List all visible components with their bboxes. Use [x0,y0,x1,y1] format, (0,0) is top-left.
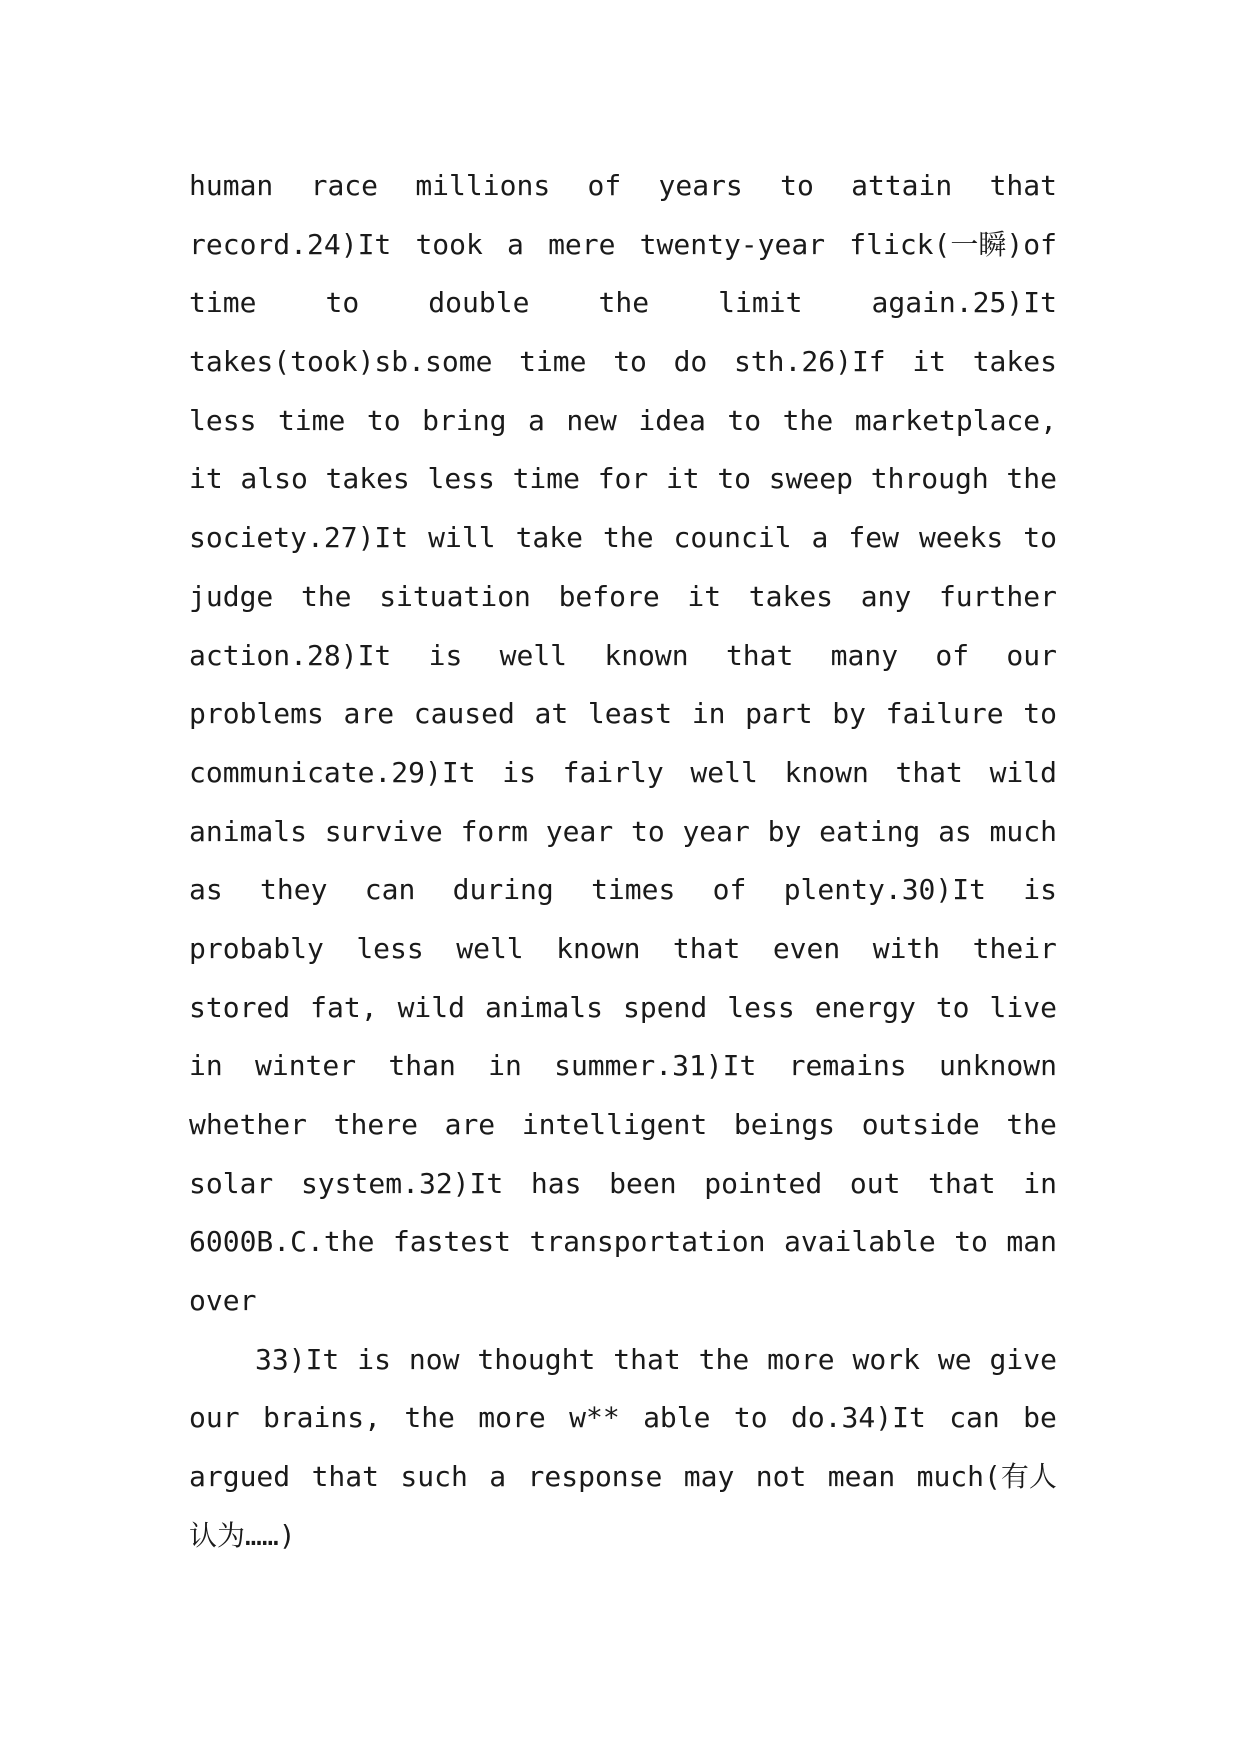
word: system.32)It [300,1166,504,1200]
text-line [189,1448,1057,1507]
word: takes [748,579,834,613]
word: marketplace, [854,403,1057,437]
word: to [366,403,401,437]
word: animals [484,990,603,1024]
word: pointed [704,1166,823,1200]
word: it [687,579,722,613]
word: to [780,169,814,202]
text-line [189,685,1057,744]
word: thought [477,1342,596,1376]
word: caused [413,697,515,731]
word: that [613,1342,681,1376]
text-line [189,1272,1057,1331]
word: wild [989,755,1057,789]
word: well [456,931,524,965]
document-body [189,157,1057,1566]
word: may [683,1460,735,1494]
word: as [189,873,223,907]
word: animals [189,814,308,848]
word: well [690,755,758,789]
word: spend [622,990,708,1024]
word: can [949,1401,1000,1435]
text-line [189,509,1057,568]
paragraph [189,1331,1057,1566]
word: 33)It [255,1342,340,1376]
word: 认为……) [189,1518,296,1552]
word: judge [189,579,274,613]
text-line [189,744,1057,803]
word: failure [885,697,1004,731]
word: as [938,814,972,848]
word: transportation [529,1225,766,1259]
word: not [755,1460,807,1494]
word: before [558,579,660,613]
word: double [428,286,530,320]
word: our [189,1401,240,1435]
word: of [935,638,970,672]
word: takes [972,345,1057,379]
word: whether [189,1108,308,1141]
word: weeks [918,521,1004,555]
word: by [767,814,802,848]
word: do.34)It [790,1401,926,1435]
text-line [189,333,1057,392]
word: millions [415,169,551,202]
word: now [408,1342,460,1376]
word: intelligent [521,1108,708,1141]
word: to [954,1225,988,1259]
text-line [189,861,1057,920]
word: years [658,169,743,202]
word: energy [814,990,916,1024]
word: less [356,931,424,965]
word: be [1023,1401,1057,1435]
text-line [189,1389,1057,1448]
word: it [665,462,700,496]
word: many [830,638,899,672]
word: less [427,462,495,496]
text-line [189,627,1057,686]
word: time [277,403,346,437]
text-line [189,920,1057,979]
word: year [545,814,614,848]
word: new [566,403,617,437]
word: problems [189,697,324,731]
word: of [712,873,747,907]
word: to [1023,521,1057,555]
word: our [1006,638,1057,672]
word: to [733,1401,768,1435]
word: in [691,697,726,731]
word: known [556,931,641,965]
word: situation [379,579,531,613]
word: at [534,697,569,731]
text-line [189,274,1057,333]
word: idea [638,403,706,437]
word: further [938,579,1057,613]
word: through [870,462,989,496]
word: during [452,873,554,907]
word: less [189,403,257,437]
word: fairly [562,755,664,789]
word: the [404,1401,455,1435]
word: limit [718,286,803,320]
word: any [860,579,912,613]
word: that [989,169,1057,202]
word: well [499,638,568,672]
word: times [591,873,676,907]
word: a [489,1460,507,1494]
word: been [609,1166,677,1200]
text-line [189,450,1057,509]
word: plenty.30)It [783,873,986,907]
word: attain [851,169,953,202]
word: to [630,814,665,848]
text-line [189,979,1057,1038]
word: to [935,990,970,1024]
word: than [388,1049,456,1083]
word: council [673,521,792,555]
word: society.27)It [189,521,409,555]
word: able [643,1401,711,1435]
word: race [310,169,379,202]
word: 6000B.C.the [189,1225,375,1259]
word: outside [861,1108,980,1141]
word: sweep [768,462,854,496]
word: takes [325,462,410,496]
word: by [832,697,866,731]
word: to [717,462,752,496]
word: communicate.29)It [189,755,476,789]
word: probably [189,931,324,965]
word: in [488,1049,522,1083]
word: that [311,1460,379,1494]
word: that [895,755,963,789]
word: is [428,638,463,672]
word: response [527,1460,663,1494]
word: will [428,521,496,555]
word: even [772,931,841,965]
word: has [530,1166,582,1200]
word: with [872,931,941,965]
text-line [189,568,1057,627]
word: a [507,227,524,261]
word: a [527,403,545,437]
word: form [460,814,528,848]
word: remains [788,1049,907,1083]
text-line [189,216,1057,275]
word: least [587,697,673,731]
word: flick(一瞬)of [849,227,1057,261]
word: time [512,462,581,496]
word: the [1006,1108,1057,1141]
word: year [682,814,750,848]
text-line [189,1155,1057,1214]
word: man [1006,1225,1057,1259]
text-line [189,1507,1057,1566]
word: a [811,521,829,555]
word: took [415,227,483,261]
text-line [189,1213,1057,1272]
word: twenty-year [639,227,826,261]
word: beings [733,1108,836,1141]
word: to [727,403,762,437]
word: record.24)It [189,227,392,261]
word: give [989,1342,1057,1376]
word: mean [827,1460,896,1494]
word: more [478,1401,546,1435]
word: fat, [310,990,378,1024]
text-line [189,157,1057,216]
word: part [745,697,813,731]
word: time [189,286,257,320]
word: are [343,697,395,731]
word: few [848,521,899,555]
word: action.28)It [189,638,392,672]
word: do [673,345,708,379]
word: available [783,1225,936,1259]
text-line [189,1037,1057,1096]
word: the [602,521,654,555]
word: for [597,462,649,496]
word: to [325,286,360,320]
word: it [912,345,947,379]
word: to [1023,697,1057,731]
word: wild [397,990,465,1024]
word: much(有人 [916,1460,1057,1494]
word: are [444,1108,496,1141]
word: argued [189,1460,291,1494]
word: to [613,345,647,379]
word: summer.31)It [554,1049,757,1083]
word: again.25)It [871,286,1057,320]
word: eating [819,814,921,848]
word: can [364,873,416,907]
word: in [1023,1166,1057,1200]
word: work [852,1342,920,1376]
word: survive [324,814,443,848]
word: winter [254,1049,357,1083]
text-line [189,392,1057,451]
word: human [189,169,274,202]
word: known [604,638,689,672]
word: is [357,1342,391,1376]
word: the [598,286,650,320]
word: their [972,931,1057,965]
word: the [698,1342,750,1376]
word: mere [548,227,616,261]
word: there [333,1108,418,1141]
word: stored [189,990,291,1024]
word: solar [189,1166,274,1200]
word: in [189,1049,223,1083]
word: is [1023,873,1057,907]
word: bring [422,403,507,437]
word: out [849,1166,901,1200]
text-line [189,803,1057,862]
word: is [502,755,536,789]
word: the [300,579,352,613]
word: that [672,931,741,965]
word: fastest [392,1225,511,1259]
word: also [240,462,308,496]
word: live [989,990,1057,1024]
word: much [989,814,1057,848]
paragraph [189,157,1057,1331]
word: takes(took)sb.some [189,345,493,379]
text-line [189,1331,1057,1390]
text-line [189,1096,1057,1155]
word: more [767,1342,835,1376]
word: unknown [938,1049,1057,1083]
word: brains, [262,1401,381,1435]
word: that [928,1166,996,1200]
word: w** [569,1401,620,1435]
word: sth.26)If [733,345,886,379]
word: take [515,521,583,555]
word: such [400,1460,468,1494]
word: over [189,1284,257,1318]
word: they [260,873,328,907]
word: less [727,990,795,1024]
word: it [189,462,223,496]
word: the [1006,462,1057,496]
word: that [725,638,794,672]
word: of [587,169,622,202]
word: the [782,403,834,437]
word: we [937,1342,972,1376]
word: known [784,755,869,789]
word: time [519,345,587,379]
